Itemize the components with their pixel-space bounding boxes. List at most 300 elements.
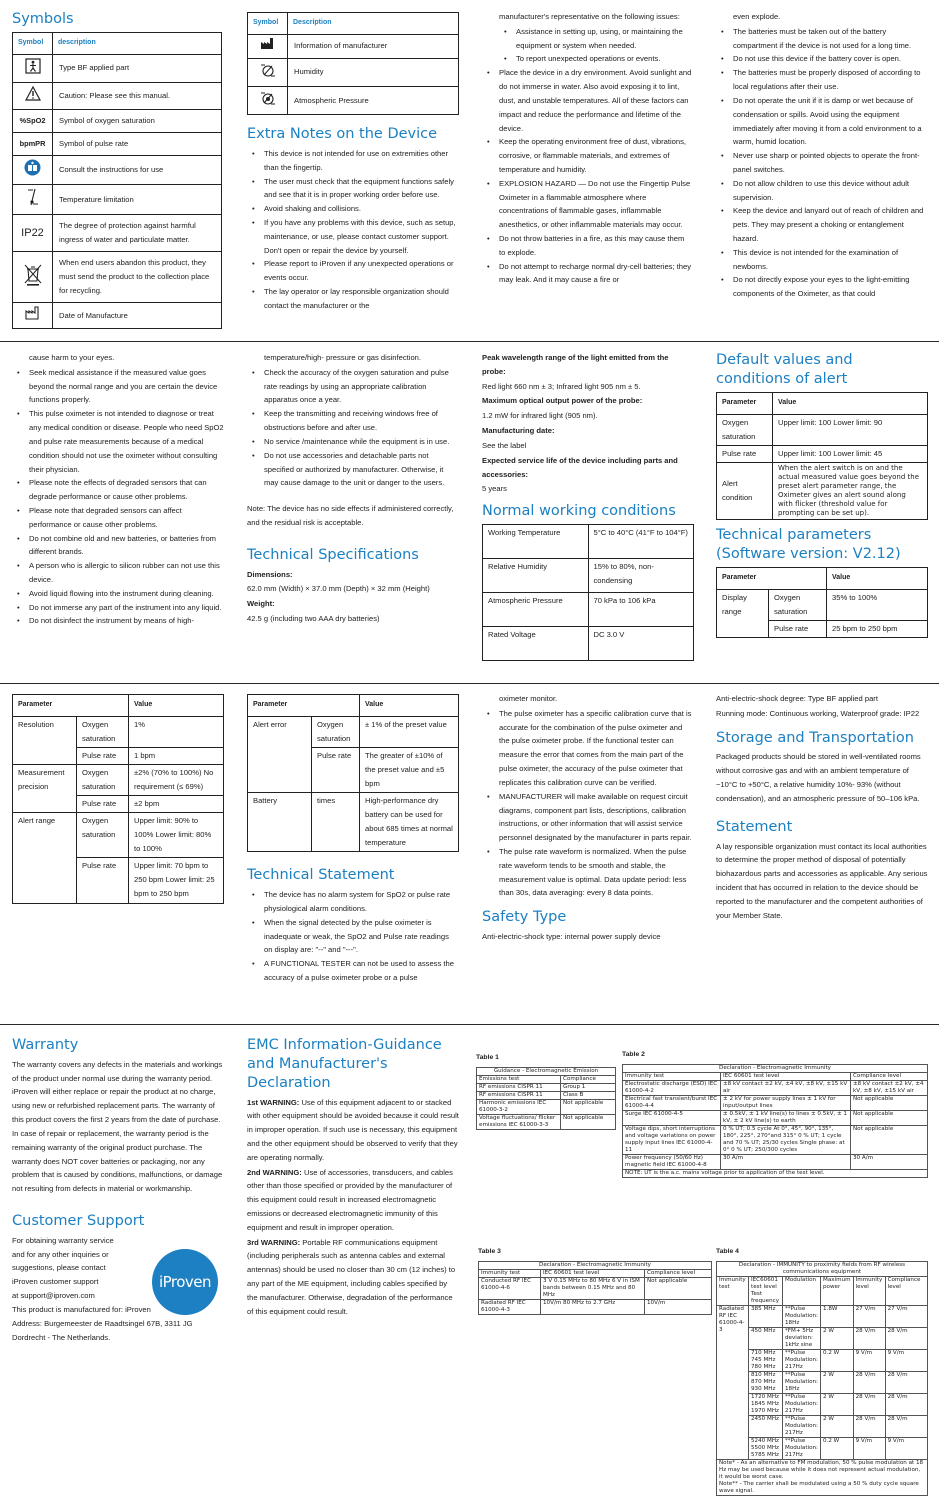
paragraph: temperature/high- pressure or gas disinfection.	[264, 353, 422, 362]
table-cell: Electrical fast transient/burst IEC 61000-4-4	[623, 1096, 721, 1111]
technical-statement-section	[247, 694, 459, 1016]
warranty-support-section	[12, 1036, 226, 1496]
table-cell: 3 V 0.15 MHz to 80 MHz 6 V in ISM bands between 0.15 MHz and 80 MHz	[541, 1278, 645, 1300]
running-mode: Running mode: Continuous working, Waterproof grade: IP22	[716, 708, 920, 718]
table-cell: 2 W	[821, 1394, 854, 1416]
symbol-description: Humidity	[288, 58, 459, 86]
list-item: • Avoid shaking and collisions.	[247, 202, 459, 216]
warnings-list	[482, 66, 692, 287]
table-cell: 28 V/m	[853, 1416, 885, 1438]
table-cell: Upper limit: 100 Lower limit: 45	[773, 445, 928, 462]
symbol-row	[13, 109, 222, 132]
table-row	[623, 1126, 928, 1155]
symbol-description: Symbol of oxygen saturation	[53, 109, 222, 132]
list-item: • A person who is allergic to silicon rubber can not use this device.	[12, 559, 224, 587]
table-cell: Upper limit: 90% to 100% Lower limit: 80% to 100%	[129, 813, 224, 858]
table-cell: Harmonic emissions IEC 61000-3-2	[477, 1100, 561, 1115]
table-cell: 30 A/m	[721, 1155, 851, 1170]
list-item: • Do not disinfect the instrument by means of high-	[12, 614, 224, 628]
customer-support-title: Customer Support	[12, 1212, 145, 1229]
technical-statement-list	[247, 888, 459, 985]
table-row	[483, 524, 694, 558]
caution-triangle-icon	[25, 86, 41, 101]
symbols-table	[12, 32, 222, 330]
table-cell: Electrostatic discharge (ESD) IEC 61000-4-2	[623, 1081, 721, 1096]
table-cell: 30 A/m	[851, 1155, 928, 1170]
table-cell: Alert condition	[717, 462, 773, 520]
table-cell: ±2 bpm	[129, 796, 224, 813]
table-cell: 5240 MHz 5500 MHz 5785 MHz	[749, 1437, 783, 1459]
alert-defaults-section	[716, 351, 928, 677]
table-cell: 1 bpm	[129, 748, 224, 765]
table-cell: Not applicable	[851, 1111, 928, 1126]
consult-instructions-icon	[24, 159, 41, 176]
list-item: • Do not allow children to use this device without adult supervision.	[716, 177, 928, 205]
table-cell: Alert error	[248, 716, 312, 792]
table-cell: 0.2 W	[821, 1437, 854, 1459]
table-cell: 385 MHz	[749, 1306, 783, 1328]
paragraph: oximeter monitor.	[499, 694, 558, 703]
table-row	[717, 1306, 928, 1328]
table-cell: ± 1% of the preset value	[360, 716, 459, 747]
table-cell: 2 W	[821, 1372, 854, 1394]
table-cell: Rated Voltage	[483, 626, 589, 660]
table-row	[717, 1328, 928, 1350]
parameters-table	[12, 694, 224, 904]
list-item: • This device is not intended for use on extremities other than the fingertip.	[247, 147, 459, 175]
support-line: suggestions, please contact	[12, 1263, 106, 1273]
table-cell: **Pulse Modulation: 217Hz	[783, 1437, 821, 1459]
list-item: • MANUFACTURER will make available on request circuit diagrams, component part lists, descriptions, calibration instructions, or other information that will assist service personnel designated by the manufacturer in parts repair.	[482, 790, 694, 845]
storage-statement-section	[716, 692, 928, 1016]
table-cell: 5°C to 40°C (41°F to 104°F)	[588, 524, 694, 558]
table-row	[623, 1155, 928, 1170]
list-item: • Keep the operating environment free of dust, vibrations, corrosive, or flammable materials, and extremes of temperature and humidity.	[482, 135, 692, 176]
table-cell: Not applicable	[561, 1115, 616, 1130]
band-divider-3	[0, 1024, 939, 1025]
list-item: • Do not combine old and new batteries, or batteries from different brands.	[12, 532, 224, 560]
table-cell: 28 V/m	[885, 1394, 927, 1416]
list-item: • If you have any problems with this device, such as setup, maintenance, or use, please contact customer support. Don't open or repair the device by yourself.	[247, 216, 459, 257]
table-cell: 28 V/m	[885, 1416, 927, 1438]
table-cell: Display range	[717, 589, 769, 637]
table-header: Parameter	[717, 568, 827, 590]
emc-table-1	[476, 1052, 616, 1172]
table-row	[248, 793, 459, 852]
table-row	[483, 558, 694, 592]
warranty-title: Warranty	[12, 1037, 79, 1053]
statement-text: A lay responsible organization must contact its local authorities to determine the proper method of disposal of potentially biohazardous parts and accessories as applicable. Any serious incident that has occurred in relation to the device should be reported to the manufacturer and the competent authorities of your Member State.	[716, 841, 928, 920]
table-cell: **Pulse Modulation: 18Hz	[783, 1306, 821, 1328]
table-cell: 2450 MHz	[749, 1416, 783, 1438]
symbol-description: Information of manufacturer	[288, 34, 459, 58]
peak-wavelength-label: Peak wavelength range of the light emitted from the probe:	[482, 353, 669, 376]
list-item: • The batteries must be properly disposed of according to local regulations after their use.	[716, 66, 928, 94]
ip22-label: IP22	[21, 226, 44, 239]
symbols-head-symbol: Symbol	[13, 32, 53, 54]
table-row	[477, 1084, 616, 1092]
max-power-label: Maximum optical output power of the probe:	[482, 396, 643, 406]
table-cell: times	[312, 793, 360, 852]
table-cell: Not applicable	[851, 1126, 928, 1155]
table-row	[479, 1300, 712, 1315]
table-caption: Table 3	[478, 1248, 501, 1255]
table-note: NOTE: UT is the a.c. mains voltage prior to application of the test level.	[623, 1170, 928, 1178]
table-caption: Table 2	[622, 1051, 645, 1058]
table-cell: 710 MHz 745 MHz 780 MHz	[749, 1350, 783, 1372]
table-cell: Surge IEC 61000-4-5	[623, 1111, 721, 1126]
table-cell: 28 V/m	[853, 1394, 885, 1416]
atmospheric-pressure-icon	[259, 90, 277, 106]
table-cell: ±8 kV contact ±2 kV, ±4 kV, ±8 kV, ±15 kV air	[721, 1081, 851, 1096]
list-item: • Keep the transmitting and receiving windows free of obstructions before and after use.	[247, 407, 459, 435]
symbol-row	[13, 215, 222, 252]
support-line: iProven customer support	[12, 1277, 99, 1287]
extra-notes-list	[247, 147, 459, 313]
table-row	[717, 445, 928, 462]
table-cell: High-performance dry battery can be used for about 685 times at normal temperature	[360, 793, 459, 852]
table-cell: Pulse rate	[769, 621, 827, 638]
issues-sublist	[482, 25, 692, 66]
table-header: Compliance	[561, 1076, 616, 1084]
table-row	[483, 592, 694, 626]
table-cell: Resolution	[13, 716, 77, 764]
table-cell: 9 V/m	[853, 1350, 885, 1372]
table-header: Parameter	[248, 695, 360, 717]
table-cell: Atmospheric Pressure	[483, 592, 589, 626]
table-cell: **Pulse Modulation: 217Hz	[783, 1394, 821, 1416]
table-cell: 810 MHz 870 MHz 930 MHz	[749, 1372, 783, 1394]
table-cell: Not applicable	[645, 1278, 712, 1300]
list-item: • Check the accuracy of the oxygen saturation and pulse rate readings by using an appropriate calibration apparatus once a year.	[247, 366, 459, 407]
table-row	[717, 1394, 928, 1416]
table-cell: ±2% (70% to 100%) No requirement (≤ 69%)	[129, 765, 224, 796]
table-cell: ± 0.5kV, ± 1 kV line(s) to lines ± 0.5kV, ± 1 kV, ± 2 kV line(s) to earth	[721, 1111, 851, 1126]
conducted-radiated-table	[478, 1261, 712, 1315]
alert-defaults-title: Default values and conditions of alert	[716, 352, 853, 387]
normal-working-conditions-title: Normal working conditions	[482, 503, 676, 520]
list-item: • Keep the device and lanyard out of reach of children and pets. They may present a choking or entanglement hazard.	[716, 204, 928, 245]
table-cell: Radiated RF IEC 61000-4-3	[479, 1300, 541, 1315]
list-item: • Place the device in a dry environment. Avoid sunlight and do not immerse in water. Also avoid exposing it to lint, dust, and unstable temperatures. All of these factors can impact and reduce the performance and lifetime of the device.	[482, 66, 692, 135]
parameters-table-section	[12, 694, 224, 1016]
table-cell: Radiated RF IEC 61000-4-3	[717, 1306, 749, 1460]
list-item: • Do not immerse any part of the instrument into any liquid.	[12, 601, 224, 615]
list-item: • The user must check that the equipment functions safely and see that it is in proper working order before use.	[247, 175, 459, 203]
list-item: • When the signal detected by the pulse oximeter is inadequate or weak, the SpO2 and Pulse rate readings on display are: "--" and "---".	[247, 916, 459, 957]
symbol-row	[248, 87, 459, 115]
table-title: Declaration - IMMUNITY to proximity fields from RF wireless communications equipment	[717, 1262, 928, 1277]
temperature-limitation-icon	[26, 188, 40, 206]
table-row	[483, 626, 694, 660]
symbol-row	[248, 34, 459, 58]
table-cell: Oxygen saturation	[769, 589, 827, 620]
emc-warning-2: 2nd WARNING: Use of accessories, transducers, and cables other than those specified or provided by the manufacturer of this equipment could result in increased electromagnetic emissions or decreased electromagnetic immunity of this equipment and result in improper operation.	[247, 1167, 453, 1232]
paragraph: manufacturer's representative on the following issues:	[499, 12, 680, 21]
list-item: • To report unexpected operations or events.	[482, 52, 692, 66]
list-item: • Please note that degraded sensors can affect performance or cause other problems.	[12, 504, 224, 532]
safety-type-text: Anti-electric-shock type: internal power supply device	[482, 932, 661, 942]
table-header: Value	[129, 695, 224, 717]
support-line: and for any other inquiries or	[12, 1249, 109, 1259]
warranty-text: The warranty covers any defects in the materials and workings of the product under normal use during the warranty period. iProven will either replace or repair the product at no charge, using new or refurbished replacement parts. The warranty of this product covers the first 2 years from the date of purchase. In case of repair or replacement, the warranty period is the remaining warranty of the original product purchase. The warranty does NOT cover batteries or packaging, nor any problem that is caused by conditions, malfunctions, or damage not resulting from defects in material or workmanship.	[12, 1059, 223, 1194]
table-header: Compliance level	[645, 1270, 712, 1278]
table-title: Declaration - Electromagnetic Immunity	[623, 1065, 928, 1073]
table-cell: Oxygen saturation	[77, 716, 129, 747]
table-row	[248, 716, 459, 747]
list-item: • No service /maintenance while the equipment is in use.	[247, 435, 459, 449]
table-cell: 1%	[129, 716, 224, 747]
table-cell: 10V/m	[645, 1300, 712, 1315]
table-cell: Not applicable	[851, 1096, 928, 1111]
band-divider-1	[0, 341, 939, 342]
table-cell: RF emissions CISPR 11	[477, 1084, 561, 1092]
warnings-list	[12, 366, 224, 628]
table-row	[717, 1372, 928, 1394]
symbol-description: Caution: Please see this manual.	[53, 82, 222, 109]
list-item: • A FUNCTIONAL TESTER can not be used to assess the accuracy of a pulse oximeter probe or a pulse	[247, 957, 459, 985]
humidity-icon	[259, 62, 277, 78]
table-cell: **Pulse Modulation: 18Hz	[783, 1372, 821, 1394]
table-cell: 28 V/m	[853, 1328, 885, 1350]
table-row	[717, 1416, 928, 1438]
table-cell: Upper limit: 70 bpm to 250 bpm Lower limit: 25 bpm to 250 bpm	[129, 858, 224, 903]
probe-specs-section	[482, 351, 694, 677]
table-cell: 10V/m 80 MHz to 2.7 GHz	[541, 1300, 645, 1315]
table-cell: 9 V/m	[885, 1437, 927, 1459]
symbol-description: Symbol of pulse rate	[53, 132, 222, 155]
table-title: Declaration - Electromagnetic Immunity	[479, 1262, 712, 1270]
table-header: Value	[827, 568, 928, 590]
peak-wavelength-value: Red light 660 nm ± 3; Infrared light 905 nm ± 5.	[482, 381, 641, 391]
warnings-column-4	[716, 10, 928, 335]
table-row	[623, 1111, 928, 1126]
warnings-list	[247, 366, 459, 490]
symbols-table-2	[247, 12, 459, 115]
table-header: Immunity test	[717, 1277, 749, 1306]
emission-table	[476, 1067, 616, 1130]
list-item: • Do not throw batteries in a fire, as this may cause them to explode.	[482, 232, 692, 260]
list-item: • The pulse rate waveform is normalized. When the pulse rate waveform tends to be smooth and stable, the measurement value is optimal. Data update period: less than 30s, data averaging: every 8 data points.	[482, 845, 694, 900]
symbol-row	[13, 82, 222, 109]
table-row	[717, 1437, 928, 1459]
table-header: Maximum power	[821, 1277, 854, 1306]
table-cell: RF emissions CISPR 11	[477, 1092, 561, 1100]
table-cell: When the alert switch is on and the actual measured value goes beyond the preset alert parameter range, the Oximeter gives an alert sound along with flicker (threshold value for prompting can be set up).	[773, 462, 928, 520]
calibration-list	[482, 707, 694, 900]
table-cell: Power frequency (50/60 Hz) magnetic field IEC 61000-4-8	[623, 1155, 721, 1170]
spo2-symbol-label: %SpO2	[19, 115, 46, 125]
symbol-row	[13, 303, 222, 329]
table-header: Parameter	[13, 695, 129, 717]
symbol-description: The degree of protection against harmful ingress of water and particulate matter.	[53, 215, 222, 252]
symbols-title: Symbols	[12, 11, 74, 27]
list-item: • This device is not intended for the examination of newborns.	[716, 246, 928, 274]
table-cell: Pulse rate	[77, 748, 129, 765]
table-cell: 450 MHz	[749, 1328, 783, 1350]
table-row	[13, 765, 224, 796]
list-item: • Do not directly expose your eyes to the light-emitting components of the Oximeter, as that could	[716, 273, 928, 301]
table-header: Value	[773, 392, 928, 414]
table-header: IEC 60601 test level	[541, 1270, 645, 1278]
table-cell: 1720 MHz 1845 MHz 1970 MHz	[749, 1394, 783, 1416]
list-item: • Do not operate the unit if it is damp or wet because of condensation or spills. Avoid using the equipment immediately after moving it from a cold environment to a warm, humid location.	[716, 94, 928, 149]
symbol-row	[13, 252, 222, 303]
emc-warning-1: 1st WARNING: Use of this equipment adjacent to or stacked with other equipment should be avoided because it could result in improper operation. If such use is necessary, this equipment and the other equipment should be observed to verify that they are operating normally.	[247, 1097, 459, 1162]
immunity-table	[622, 1064, 928, 1178]
table-cell: Conducted RF IEC 61000-4-6	[479, 1278, 541, 1300]
symbol-row	[13, 132, 222, 155]
table-cell: Battery	[248, 793, 312, 852]
table-header: Compliance level	[885, 1277, 927, 1306]
support-line: This product is manufactured for: iProven	[12, 1304, 151, 1314]
table-cell: 35% to 100%	[827, 589, 928, 620]
list-item: • The batteries must be taken out of the battery compartment if the device is not used for a long time.	[716, 25, 928, 53]
side-effects-note: Note: The device has no side effects if administered correctly, and the residual risk is acceptable.	[247, 504, 454, 527]
list-item: • This pulse oximeter is not intended to diagnose or treat any medical condition or disease. People who need SpO2 and pulse rate measurements because of a medical condition should not use the oximeter without consulting their physician.	[12, 407, 224, 476]
table-row	[479, 1278, 712, 1300]
table-cell: 28 V/m	[885, 1328, 927, 1350]
table-cell: Voltage dips, short interruptions and voltage variations on power supply input lines IEC 61000-4-11	[623, 1126, 721, 1155]
table-cell: Relative Humidity	[483, 558, 589, 592]
table-header: Value	[360, 695, 459, 717]
paragraph: cause harm to your eyes.	[29, 353, 115, 362]
table-row	[623, 1081, 928, 1096]
emc-title: EMC Information-Guidance and Manufacturer's Declaration	[247, 1037, 442, 1091]
dimensions-value: 62.0 mm (Width) × 37.0 mm (Depth) × 32 mm (Height)	[247, 584, 430, 594]
table-cell: *FM+ 5Hz deviation: 1kHz sine	[783, 1328, 821, 1350]
table-caption: Table 4	[716, 1248, 739, 1255]
dimensions-label: Dimensions:	[247, 569, 293, 579]
table-cell: Upper limit: 100 Lower limit: 90	[773, 414, 928, 445]
list-item: • Do not use this device if the battery cover is open.	[716, 52, 928, 66]
table-cell: Pulse rate	[312, 748, 360, 793]
date-of-manufacture-icon	[25, 306, 41, 320]
symbol-description: Temperature limitation	[53, 185, 222, 215]
support-line: at support@iproven.com	[12, 1291, 95, 1301]
table-cell: Pulse rate	[77, 858, 129, 903]
list-item: • The lay operator or lay responsible organization should contact the manufacturer or the	[247, 285, 459, 313]
list-item: • Never use sharp or pointed objects to operate the front-panel switches.	[716, 149, 928, 177]
symbol-row	[13, 54, 222, 82]
table-cell: 15% to 80%, non-condensing	[588, 558, 694, 592]
emc-table-4	[716, 1246, 928, 1496]
emc-table-2	[622, 1049, 928, 1239]
table-cell: Group 1	[561, 1084, 616, 1092]
weee-bin-icon	[24, 264, 42, 286]
warnings-column-3	[482, 10, 692, 335]
support-line: Address: Burgemeester de Raadtsingel 67B, 3311 JG	[12, 1318, 193, 1328]
manufacturing-date-value: See the label	[482, 440, 527, 450]
working-conditions-table	[482, 524, 694, 661]
table-row	[717, 462, 928, 520]
technical-parameters-table	[716, 567, 928, 638]
table-cell: Measurement precision	[13, 765, 77, 813]
band-divider-2	[0, 683, 939, 684]
technical-parameters-title: Technical parameters (Software version: V2.12)	[716, 527, 901, 563]
extra-notes-section	[247, 12, 459, 337]
extra-notes-title: Extra Notes on the Device	[247, 126, 438, 143]
table-cell: **Pulse Modulation: 217Hz	[783, 1350, 821, 1372]
list-item: • The device has no alarm system for SpO2 or pulse rate physiological alarm conditions.	[247, 888, 459, 916]
table-cell: 27 V/m	[885, 1306, 927, 1328]
pr-symbol-label: bpmPR	[19, 138, 46, 148]
weight-value: 42.5 g (including two AAA dry batteries)	[247, 614, 380, 624]
table-cell: 9 V/m	[853, 1437, 885, 1459]
table-header: Emissions test	[477, 1076, 561, 1084]
support-line: Dordrecht - The Netherlands.	[12, 1332, 111, 1342]
table-cell: 0.2 W	[821, 1350, 854, 1372]
table-cell: Oxygen saturation	[717, 414, 773, 445]
list-item: • Avoid liquid flowing into the instrument during cleaning.	[12, 587, 224, 601]
table-cell: 25 bpm to 250 bpm	[827, 621, 928, 638]
table-cell: 28 V/m	[885, 1372, 927, 1394]
table-row	[477, 1115, 616, 1130]
table-cell: 70 kPa to 106 kPa	[588, 592, 694, 626]
anti-shock-degree: Anti-electric-shock degree: Type BF applied part	[716, 694, 878, 703]
table-header: Compliance level	[851, 1073, 928, 1081]
table-row	[13, 716, 224, 747]
statement-title: Statement	[716, 818, 793, 835]
table-row	[13, 813, 224, 858]
list-item: • Please note the effects of degraded sensors that can degrade performance or cause other problems.	[12, 476, 224, 504]
symbol-row	[13, 155, 222, 184]
table-header: IEC60601 test level Test frequency	[749, 1277, 783, 1306]
service-life-label: Expected service life of the device including parts and accessories:	[482, 455, 678, 479]
emc-table-3	[478, 1246, 712, 1346]
manufacturing-date-label: Manufacturing date:	[482, 426, 555, 436]
symbols2-head-symbol: Symbol	[248, 13, 288, 35]
iproven-logo: iProven	[152, 1249, 218, 1315]
symbols-section	[12, 10, 222, 335]
list-item: • Do not attempt to recharge normal dry-cell batteries; they may leak. And it may cause a fire or	[482, 260, 692, 288]
table-header: Immunity level	[853, 1277, 885, 1306]
safety-type-title: Safety Type	[482, 909, 567, 926]
symbol-description: Date of Manufacture	[53, 303, 222, 329]
technical-statement-title: Technical Statement	[247, 867, 395, 884]
list-item: • Please report to iProven if any unexpected operations or events occur.	[247, 257, 459, 285]
table-cell: ±8 kV contact ±2 kV, ±4 kV, ±8 kV, ±15 kV air	[851, 1081, 928, 1096]
table-header: IEC 60601 test level	[721, 1073, 851, 1081]
table-cell: Voltage fluctuations/ flicker emissions IEC 61000-3-3	[477, 1115, 561, 1130]
table-cell: 1.8W	[821, 1306, 854, 1328]
table-cell: 9 V/m	[885, 1350, 927, 1372]
service-life-value: 5 years	[482, 484, 507, 494]
table-header: Modulation	[783, 1277, 821, 1306]
table-cell: Oxygen saturation	[77, 813, 129, 858]
table-row	[717, 589, 928, 620]
symbol-description: Type BF applied part	[53, 54, 222, 82]
technical-specifications-section	[247, 351, 459, 677]
table-row	[477, 1092, 616, 1100]
list-item: • Assistance in setting up, using, or maintaining the equipment or system when needed.	[482, 25, 692, 53]
symbols2-head-description: Description	[288, 13, 459, 35]
table-cell: Pulse rate	[77, 796, 129, 813]
list-item: • Do not use accessories and detachable parts not specified or authorized by manufacturer. Otherwise, it may cause damage to the unit or danger to the users.	[247, 449, 459, 490]
table-row	[717, 1350, 928, 1372]
table-row	[717, 414, 928, 445]
bf-applied-part-icon	[25, 58, 41, 74]
table-row	[477, 1100, 616, 1115]
safety-type-section	[482, 692, 694, 1016]
symbol-row	[248, 58, 459, 86]
warnings-list	[716, 25, 928, 301]
table-cell: 27 V/m	[853, 1306, 885, 1328]
table-header: Immunity test	[479, 1270, 541, 1278]
table-caption: Table 1	[476, 1054, 499, 1061]
table-cell: 0 % UT; 0.5 cycle At 0°, 45°, 90°, 135°, 180°, 225°, 270°and 315° 0 % UT; 1 cycle and 70 % UT; 25/30 cycles Single phase: at 0° 0 % UT; 250/300 cycles	[721, 1126, 851, 1155]
table-note: Note* - As an alternative to FM modulation, 50 % pulse modulation at 18 Hz may be used because while it does not represent actual modulation, it would be worst case. Note** - The carrier shall be modulated using a 50 % duty cycle square wave signal.	[717, 1459, 928, 1495]
